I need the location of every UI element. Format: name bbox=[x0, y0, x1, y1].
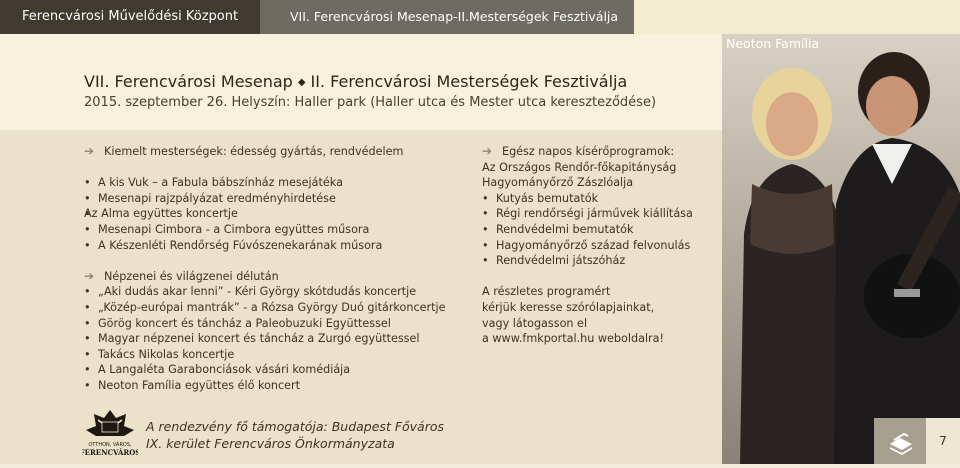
title-part-1: VII. Ferencvárosi Mesenap bbox=[84, 72, 293, 91]
list-item: • Mesenapi Cimbora - a Cimbora együttes műsora bbox=[84, 222, 445, 238]
folk-music-heading bbox=[84, 269, 445, 285]
left-program-column bbox=[84, 144, 445, 394]
list-item: • Magyar népzenei koncert és táncház a Zurgó együttessel bbox=[84, 331, 445, 347]
featured-crafts-heading bbox=[84, 144, 445, 160]
list-item: • „Aki dudás akar lenni” - Kéri György skótdudás koncertje bbox=[84, 284, 445, 300]
page-number: 7 bbox=[926, 418, 960, 464]
side-programs-heading bbox=[482, 144, 693, 160]
list-item: • Rendvédelmi bemutatók bbox=[482, 222, 693, 238]
band-photo bbox=[722, 34, 960, 464]
list-item: • Hagyományőrző század felvonulás bbox=[482, 238, 693, 254]
list-item: • Neoton Família együttes élő koncert bbox=[84, 378, 445, 394]
list-item: • Takács Nikolas koncertje bbox=[84, 347, 445, 363]
police-org-line-2: Hagyományőrző Zászlóalja bbox=[482, 176, 634, 190]
top-tab-bar bbox=[0, 0, 960, 34]
event-date-location: 2015. szeptember 26. Helyszín: Haller park (Haller utca és Mester utca kereszteződése) bbox=[84, 95, 657, 110]
tab-event[interactable]: VII. Ferencvárosi Mesenap-II.Mesterségek Fesztiválja bbox=[260, 0, 634, 34]
featured-crafts-text: Kiemelt mesterségek: édesség gyártás, rendvédelem bbox=[104, 145, 404, 158]
event-title bbox=[84, 72, 627, 91]
logo-text-bottom: FERENCVÁROS bbox=[82, 448, 138, 457]
info-line: A részletes programért bbox=[482, 285, 611, 299]
title-part-2: II. Ferencvárosi Mesterségek Fesztiválja bbox=[310, 72, 628, 91]
list-item: • Görög koncert és táncház a Paleobuzuki Együttessel bbox=[84, 316, 445, 332]
info-line: kérjük keresse szórólapjainkat, bbox=[482, 300, 655, 314]
website-link[interactable]: a www.fmkportal.hu weboldalra! bbox=[482, 332, 664, 346]
list-item: • A kis Vuk – a Fabula bábszínház mesejátéka bbox=[84, 175, 445, 191]
crest-icon bbox=[82, 408, 138, 458]
right-arrow-icon: ➔ bbox=[84, 144, 95, 158]
sponsor-line-2: IX. kerület Ferencváros Önkormányzata bbox=[146, 436, 395, 451]
list-item: • „Közép-európai mantrák” - a Rózsa György Duó gitárkoncertje bbox=[84, 300, 445, 316]
right-program-column bbox=[482, 144, 693, 347]
list-item: • Rendvédelmi játszóház bbox=[482, 253, 693, 269]
tab-blank bbox=[634, 0, 960, 34]
list-item: • A Készenléti Rendőrség Fúvószenekarának műsora bbox=[84, 238, 445, 254]
right-arrow-icon: ➔ bbox=[84, 268, 95, 283]
info-line: vagy látogasson el bbox=[482, 316, 588, 330]
list-item: • Mesenapi rajzpályázat eredményhirdetése bbox=[84, 191, 445, 207]
stacked-pages-icon bbox=[874, 418, 926, 464]
page-nav-button[interactable] bbox=[874, 418, 926, 464]
right-arrow-icon: ➔ bbox=[482, 144, 493, 158]
list-item: • Régi rendőrségi járművek kiállítása bbox=[482, 206, 693, 222]
sponsor-note bbox=[146, 418, 444, 452]
ferencvaros-logo bbox=[82, 408, 138, 458]
side-programs-text: Egész napos kísérőprogramok: bbox=[502, 145, 675, 158]
folk-music-text: Népzenei és világzenei délután bbox=[104, 269, 279, 283]
list-item: • Az Alma együttes koncertje bbox=[84, 206, 445, 222]
photo-caption: Neoton Família bbox=[726, 36, 820, 51]
logo-text-top: OTTHON, VÁROS, bbox=[88, 442, 132, 448]
tab-organization[interactable]: Ferencvárosi Művelődési Központ bbox=[0, 0, 260, 34]
sponsor-line-1: A rendezvény fő támogatója: Budapest Főváros bbox=[146, 419, 445, 434]
band-photo-illustration bbox=[722, 34, 960, 464]
list-item: • A Langaléta Garabonciások vásári komédiája bbox=[84, 362, 445, 378]
police-org-line-1: Az Országos Rendőr-főkapitányság bbox=[482, 160, 677, 174]
diamond-icon: ◆ bbox=[297, 77, 306, 88]
list-item: • Kutyás bemutatók bbox=[482, 191, 693, 207]
